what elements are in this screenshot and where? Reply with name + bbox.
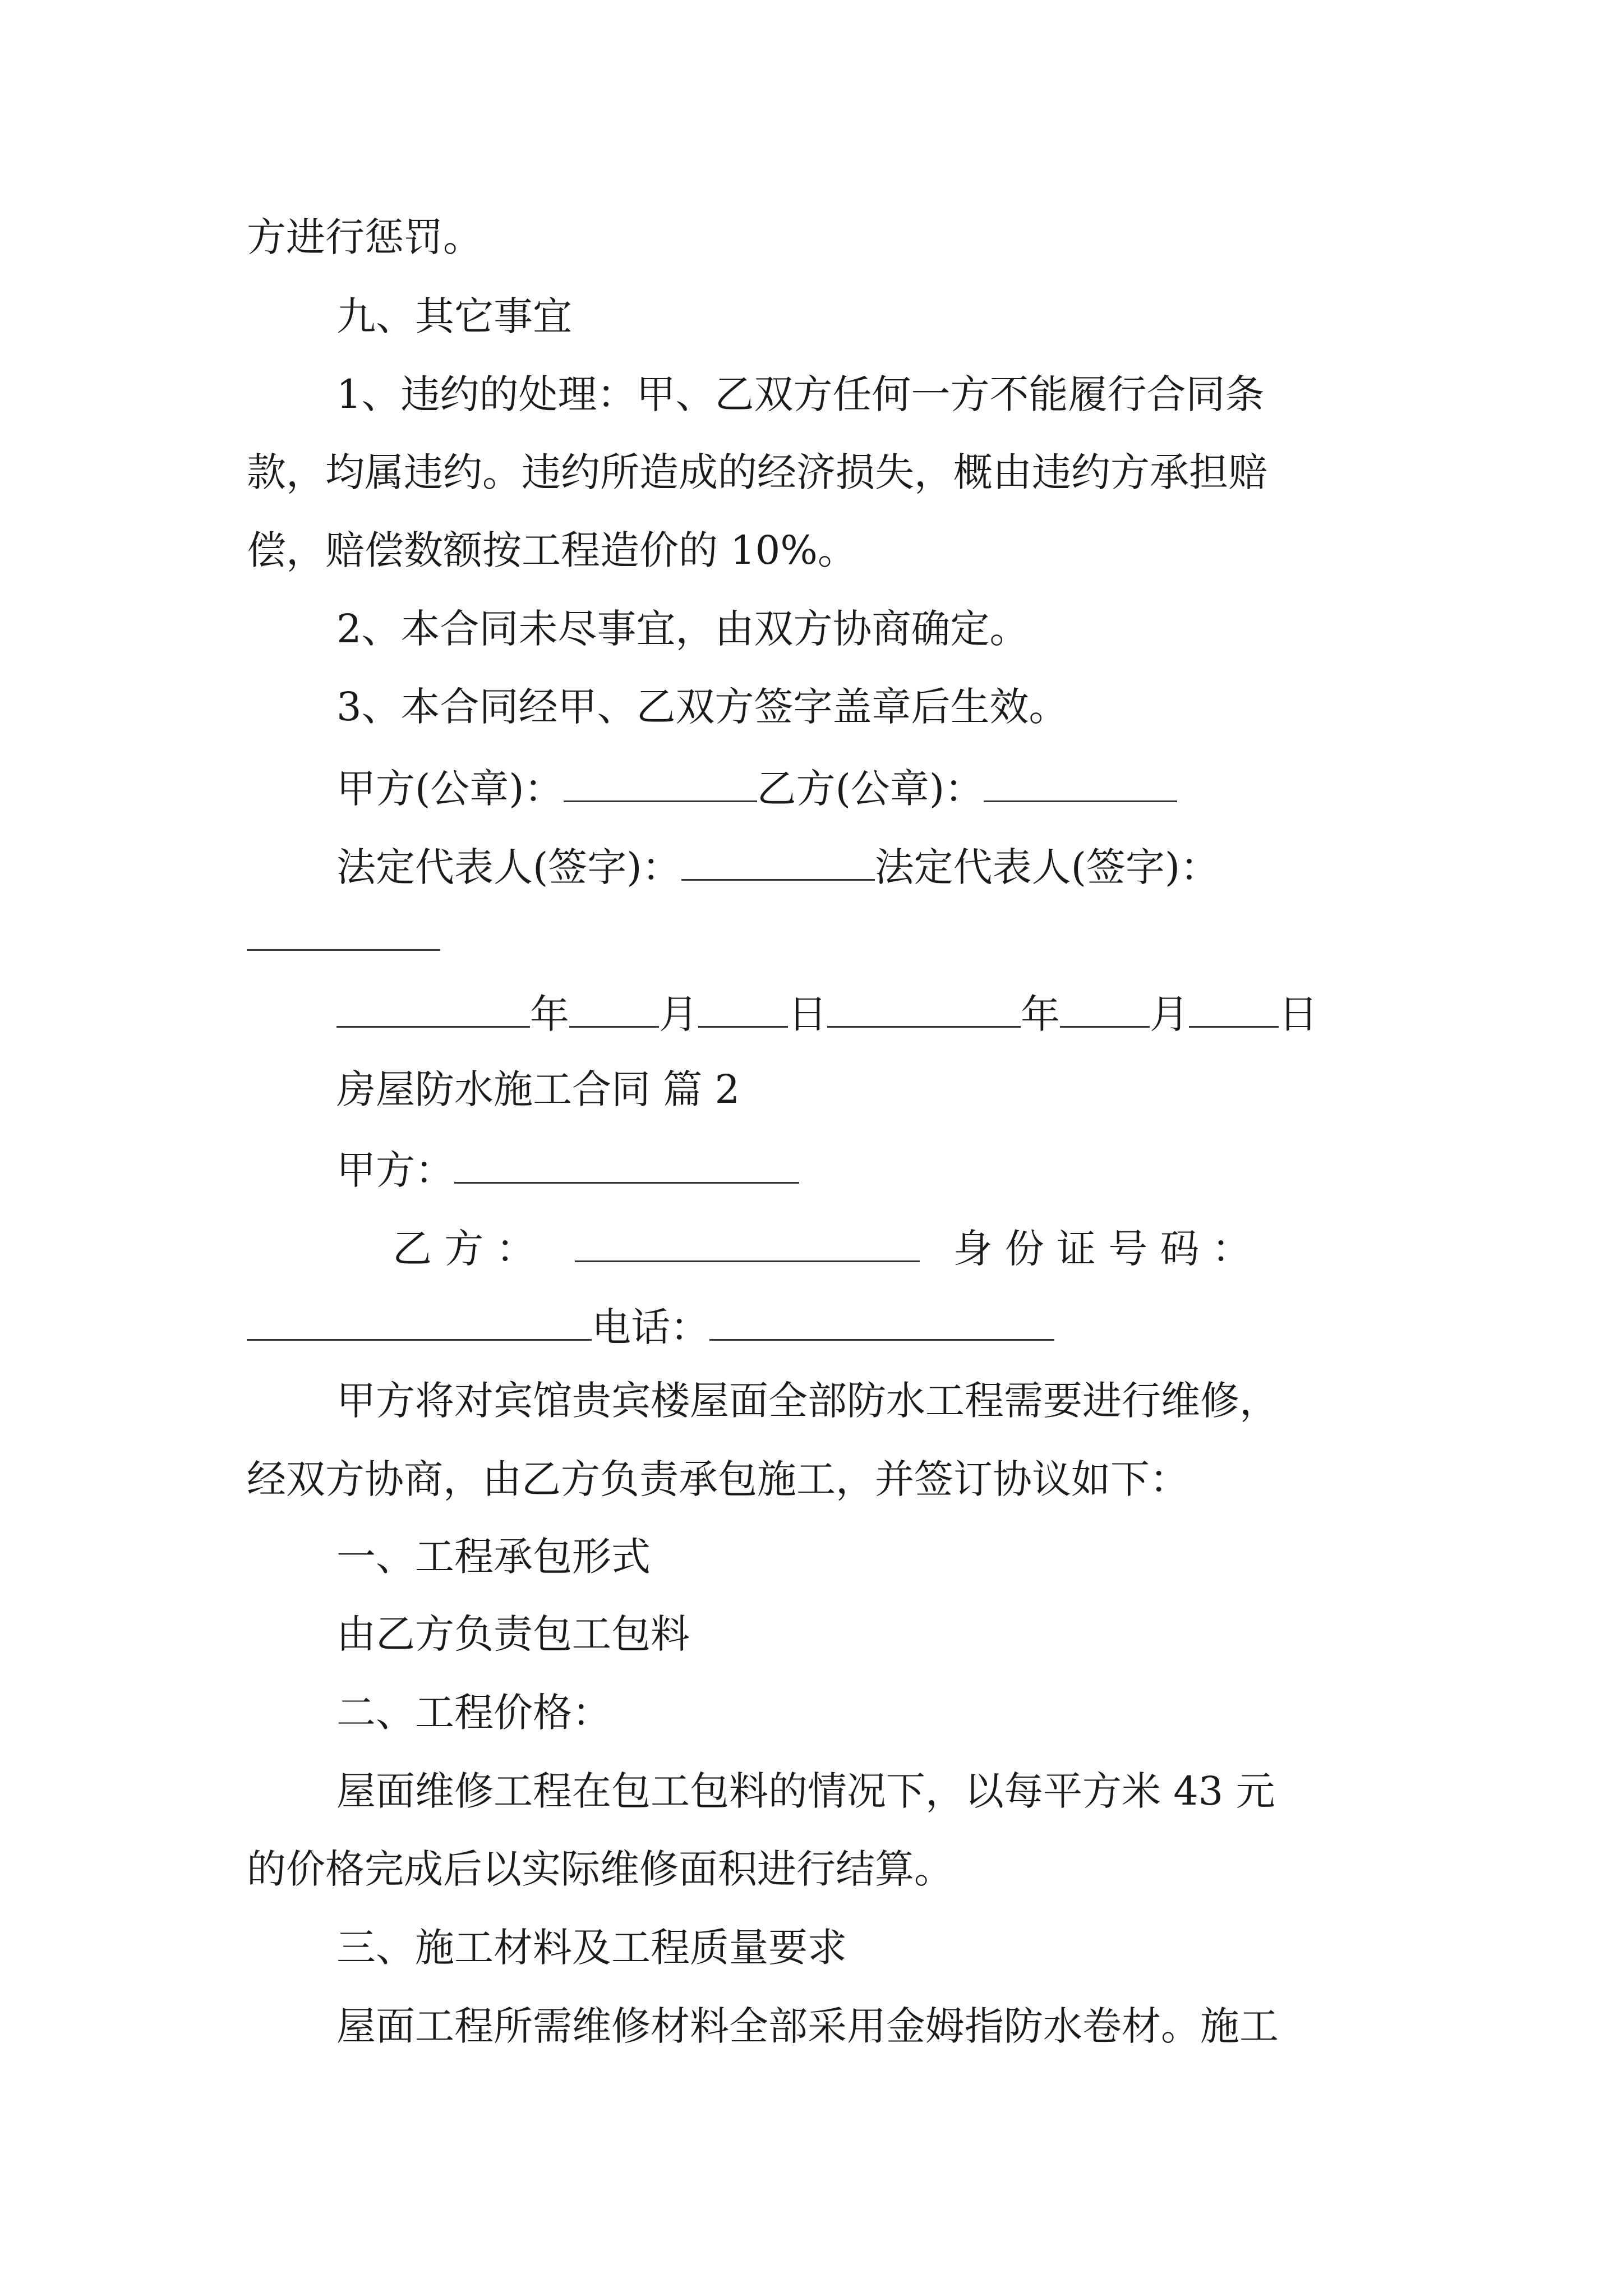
day-label: 日 xyxy=(788,991,827,1037)
day-label: 日 xyxy=(1279,991,1318,1037)
contract-2-phone-row xyxy=(247,1299,1054,1352)
section-9-item-1-line-3: 偿，赔偿数额按工程造价的 10%。 xyxy=(247,527,857,573)
legal-rep-row xyxy=(336,839,1219,892)
contract-2-section-1-title: 一、工程承包形式 xyxy=(336,1534,651,1580)
section-9-item-2: 2、本合同未尽事宜，由双方协商确定。 xyxy=(336,606,1029,652)
contract-2-section-3-title: 三、施工材料及工程质量要求 xyxy=(336,1925,847,1971)
contract-2-section-2-body-line-1: 屋面维修工程在包工包料的情况下，以每平方米 43 元 xyxy=(336,1768,1275,1814)
contract-2-party-a-row xyxy=(336,1142,799,1195)
contract-2-intro-line-2: 经双方协商，由乙方负责承包施工，并签订协议如下： xyxy=(247,1456,1189,1502)
contract-2-section-3-body-line-1: 屋面工程所需维修材料全部采用金姆指防水卷材。施工 xyxy=(336,2003,1279,2049)
id-number-blank xyxy=(247,1299,592,1341)
party-b-label: 乙 方 ： xyxy=(393,1226,536,1272)
party-b-month-blank xyxy=(1060,986,1150,1028)
party-b-day-blank xyxy=(1189,986,1279,1028)
date-row xyxy=(336,986,1318,1039)
phone-blank xyxy=(709,1299,1054,1341)
party-b-rep-blank-row xyxy=(247,909,440,963)
section-9-item-3: 3、本合同经甲、乙双方签字盖章后生效。 xyxy=(336,684,1068,730)
party-a-blank xyxy=(454,1142,799,1184)
party-b-blank xyxy=(575,1220,920,1262)
id-number-label: 身 份 证 号 码 ： xyxy=(953,1226,1251,1272)
party-a-seal-label: 甲方(公章)： xyxy=(336,766,564,812)
month-label: 月 xyxy=(1150,991,1189,1037)
month-label: 月 xyxy=(659,991,698,1037)
contract-2-party-b-row xyxy=(393,1220,1251,1274)
phone-label: 电话： xyxy=(592,1304,709,1350)
year-label: 年 xyxy=(1021,991,1060,1037)
contract-2-title: 房屋防水施工合同 篇 2 xyxy=(336,1066,740,1112)
contract-2-section-1-body: 由乙方负责包工包料 xyxy=(336,1611,690,1657)
party-a-seal-blank xyxy=(564,760,757,802)
party-b-rep-blank xyxy=(247,909,440,951)
section-9-title: 九、其它事宜 xyxy=(336,293,572,339)
contract-2-section-2-body-line-2: 的价格完成后以实际维修面积进行结算。 xyxy=(247,1846,953,1892)
contract-2-intro-line-1: 甲方将对宾馆贵宾楼屋面全部防水工程需要进行维修， xyxy=(336,1378,1279,1424)
party-a-day-blank xyxy=(698,986,788,1028)
party-a-label: 甲方： xyxy=(336,1147,454,1193)
section-9-item-1-line-2: 款，均属违约。违约所造成的经济损失，概由违约方承担赔 xyxy=(247,449,1267,495)
year-label: 年 xyxy=(530,991,569,1037)
party-a-year-blank xyxy=(336,986,530,1028)
party-b-seal-label: 乙方(公章)： xyxy=(757,766,984,812)
signature-seal-row xyxy=(336,760,1177,814)
party-b-year-blank xyxy=(827,986,1021,1028)
section-9-item-1-line-1: 1、违约的处理：甲、乙双方任何一方不能履行合同条 xyxy=(336,371,1265,417)
party-a-rep-label: 法定代表人(签字)： xyxy=(336,844,681,890)
party-b-rep-label: 法定代表人(签字)： xyxy=(874,844,1220,890)
contract-2-section-2-title: 二、工程价格： xyxy=(336,1690,611,1736)
party-a-month-blank xyxy=(569,986,659,1028)
party-b-seal-blank xyxy=(984,760,1177,802)
paragraph-end: 方进行惩罚。 xyxy=(247,214,482,260)
party-a-rep-blank xyxy=(681,839,875,881)
